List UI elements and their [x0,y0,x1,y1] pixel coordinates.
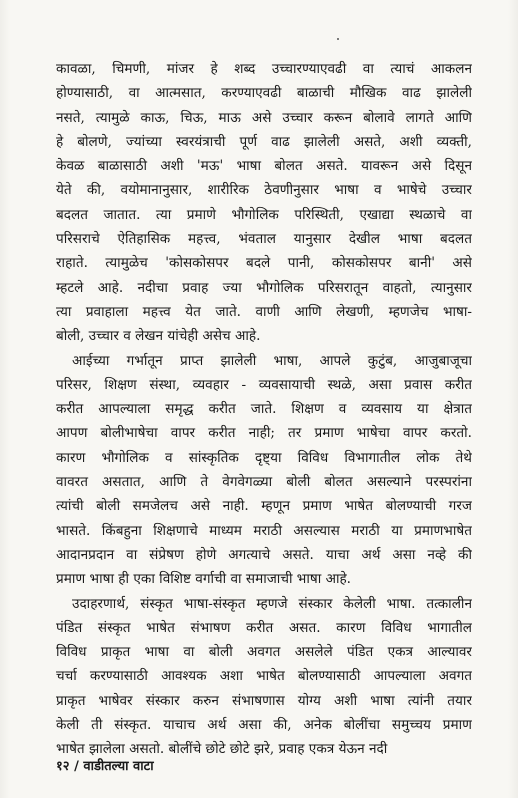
text-line: प्रमाण भाषा ही एका विशिष्ट वर्गाची वा समाजाची भाषा आहे. [56,571,352,588]
paragraph [56,57,472,349]
text-line: कारण भौगोलिक व सांस्कृतिक दृष्ट्या विविध विभागातील लोक तेथे [56,449,472,466]
page-number: १२ [56,759,70,774]
book-title: वाडीतल्या वाटा [83,759,154,774]
page-speck [337,38,339,40]
text-line: वावरत असतात, आणि ते वेगवेगळ्या बोली बोलत असल्याने परस्परांना [56,474,472,491]
text-line: आपण बोलीभाषेचा वापर करीत नाही; तर प्रमाण भाषेचा वापर करतो. [56,425,472,442]
page-footer [56,756,154,774]
text-line: केली ती संस्कृत. याचाच अर्थ असा की, अनेक बोलींचा समुच्चय प्रमाण [56,717,472,734]
paragraph [56,349,472,592]
text-line: कावळा, चिमणी, मांजर हे शब्द उच्चारण्याएवढी वा त्याचं आकलन [56,61,472,77]
text-line: भासते. किंबहुना शिक्षणाचे माध्यम मराठी असल्यास मराठी या प्रमाणभाषेत [56,522,472,539]
text-line: विविध प्राकृत भाषा वा बोली अवगत असलेले पंडित एकत्र आल्यावर [56,644,472,661]
text-line: चर्चा करण्यासाठी आवश्यक अशा भाषेत बोलण्यासाठी आपल्याला अवगत [56,668,472,685]
text-line: त्या प्रवाहाला महत्त्व येत जाते. वाणी आणि लेखणी, म्हणजेच भाषा- [56,303,472,320]
text-line: राहाते. त्यामुळेच 'कोसकोसपर बदले पानी, कोसकोसपर बानी' असे [56,255,472,272]
text-line: हे बोलणे, ज्यांच्या स्वरयंत्राची पूर्ण वाढ झालेली असते, अशी व्यक्ती, [56,133,472,150]
text-line: केवळ बाळासाठी अशी 'मऊ' भाषा बोलत असते. यावरून असे दिसून [56,158,472,175]
footer-separator: / [74,759,79,774]
text-line: येते की, वयोमानानुसार, शारीरिक ठेवणीनुसार भाषा व भाषेचे उच्चार [56,182,472,199]
text-line: आईच्या गर्भातून प्राप्त झालेली भाषा, आपले कुटुंब, आजुबाजूचा [72,352,472,369]
text-line: करीत आपल्याला समृद्ध करीत जाते. शिक्षण व व्यवसाय या क्षेत्रात [56,401,472,418]
text-line: होण्यासाठी, वा आत्मसात, करण्याएवढी बाळाची मौखिक वाढ झालेली [56,85,472,102]
text-line: प्राकृत भाषेवर संस्कार करुन संभाषणास योग्य अशी भाषा त्यांनी तयार [56,692,472,709]
text-line: बोली, उच्चार व लेखन यांचेही असेच आहे. [56,328,261,345]
text-line: पंडित संस्कृत भाषेत संभाषण करीत असत. कारण विविध भागातील [56,619,472,636]
paragraph [56,592,472,762]
text-line: बदलत जातात. त्या प्रमाणे भौगोलिक परिस्थिती, एखाद्या स्थळाचे वा [56,206,472,223]
text-line: म्हटले आहे. नदीचा प्रवाह ज्या भौगोलिक परिसरातून वाहतो, त्यानुसार [56,279,472,296]
text-line: परिसर, शिक्षण संस्था, व्यवहार - व्यवसायाची स्थळे, असा प्रवास करीत [56,376,472,393]
text-line: भाषेत झालेला असतो. बोलींचे छोटे छोटे झरे, प्रवाह एकत्र येऊन नदी [56,741,388,758]
text-line: त्यांची बोली समजेलच असे नाही. म्हणून प्रमाण भाषेत बोलण्याची गरज [56,498,472,515]
text-line: उदाहरणार्थ, संस्कृत भाषा-संस्कृत म्हणजे संस्कार केलेली भाषा. तत्कालीन [72,595,472,612]
text-line: नसते, त्यामुळे काऊ, चिऊ, माऊ असे उच्चार करून बोलावे लागते आणि [56,109,472,126]
body-text [56,57,472,762]
text-line: परिसराचे ऐतिहासिक महत्त्व, भंवताल यानुसार देखील भाषा बदलत [56,231,472,248]
text-line: आदानप्रदान वा संप्रेषण होणे अगत्याचे असते. याचा अर्थ असा नव्हे की [56,546,472,563]
